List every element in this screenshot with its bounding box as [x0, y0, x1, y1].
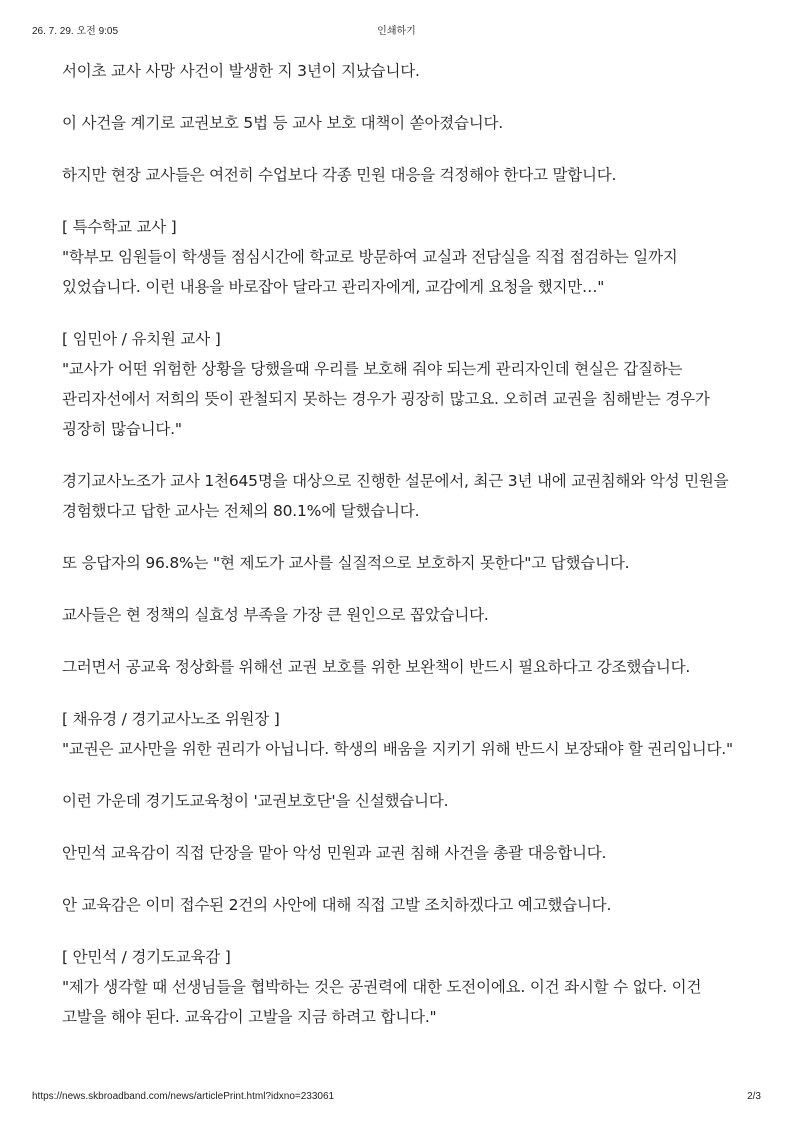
article-paragraph: 교사들은 현 정책의 실효성 부족을 가장 큰 원인으로 꼽았습니다.	[62, 606, 489, 624]
quote-speaker: [ 채유경 / 경기교사노조 위원장 ]	[62, 710, 280, 728]
quote-text: "학부모 임원들이 학생들 점심시간에 학교로 방문하여 교실과 전담실을 직접 점검하는 일까지 있었습니다. 이런 내용을 바로잡아 달라고 관리자에게, 교감에게 요청을 했지만…"	[62, 248, 678, 296]
quote-speaker: [ 안민석 / 경기도교육감 ]	[62, 948, 231, 966]
article-paragraph: 이런 가운데 경기도교육청이 '교권보호단'을 신설했습니다.	[62, 792, 449, 810]
article-paragraph: 경기교사노조가 교사 1천645명을 대상으로 진행한 설문에서, 최근 3년 내에 교권침해와 악성 민원을 경험했다고 답한 교사는 전체의 80.1%에 달했습니다.	[62, 472, 729, 520]
quote-text: "교권은 교사만을 위한 권리가 아닙니다. 학생의 배움을 지키기 위해 반드시 보장돼야 할 권리입니다."	[62, 740, 733, 758]
print-title: 인쇄하기	[377, 26, 416, 37]
article-paragraph: 안 교육감은 이미 접수된 2건의 사안에 대해 직접 고발 조치하겠다고 예고했습니다.	[62, 896, 612, 914]
article-paragraph: 하지만 현장 교사들은 여전히 수업보다 각종 민원 대응을 걱정해야 한다고 말합니다.	[62, 166, 617, 184]
interview-quote	[62, 704, 742, 764]
quote-text: "교사가 어떤 위험한 상황을 당했을때 우리를 보호해 줘야 되는게 관리자인데 현실은 갑질하는 관리자선에서 저희의 뜻이 관철되지 못하는 경우가 굉장히 많고요. 오히려 교권을 침해받는 경우가 굉장히 많습니다."	[62, 360, 710, 438]
print-footer	[32, 1091, 761, 1105]
article-paragraph: 또 응답자의 96.8%는 "현 제도가 교사를 실질적으로 보호하지 못한다"고 답했습니다.	[62, 554, 630, 572]
interview-quote	[62, 324, 742, 444]
interview-quote	[62, 942, 742, 1032]
article-body	[62, 56, 742, 1054]
article-paragraph: 이 사건을 계기로 교권보호 5법 등 교사 보호 대책이 쏟아졌습니다.	[62, 114, 504, 132]
article-paragraph: 안민석 교육감이 직접 단장을 맡아 악성 민원과 교권 침해 사건을 총괄 대응합니다.	[62, 844, 607, 862]
quote-speaker: [ 특수학교 교사 ]	[62, 218, 177, 236]
article-paragraph: 서이초 교사 사망 사건이 발생한 지 3년이 지났습니다.	[62, 62, 420, 80]
interview-quote	[62, 212, 742, 302]
article-paragraph: 그러면서 공교육 정상화를 위해선 교권 보호를 위한 보완책이 반드시 필요하다고 강조했습니다.	[62, 658, 691, 676]
quote-text: "제가 생각할 때 선생님들을 협박하는 것은 공권력에 대한 도전이에요. 이건 좌시할 수 없다. 이건 고발을 해야 된다. 교육감이 고발을 지금 하려고 합니다."	[62, 978, 702, 1026]
quote-speaker: [ 임민아 / 유치원 교사 ]	[62, 330, 221, 348]
page-number: 2/3	[747, 1091, 761, 1102]
article-url: https://news.skbroadband.com/news/articlePrint.html?idxno=233061	[32, 1091, 335, 1102]
print-timestamp: 26. 7. 29. 오전 9:05	[32, 26, 119, 37]
print-header	[32, 22, 761, 36]
